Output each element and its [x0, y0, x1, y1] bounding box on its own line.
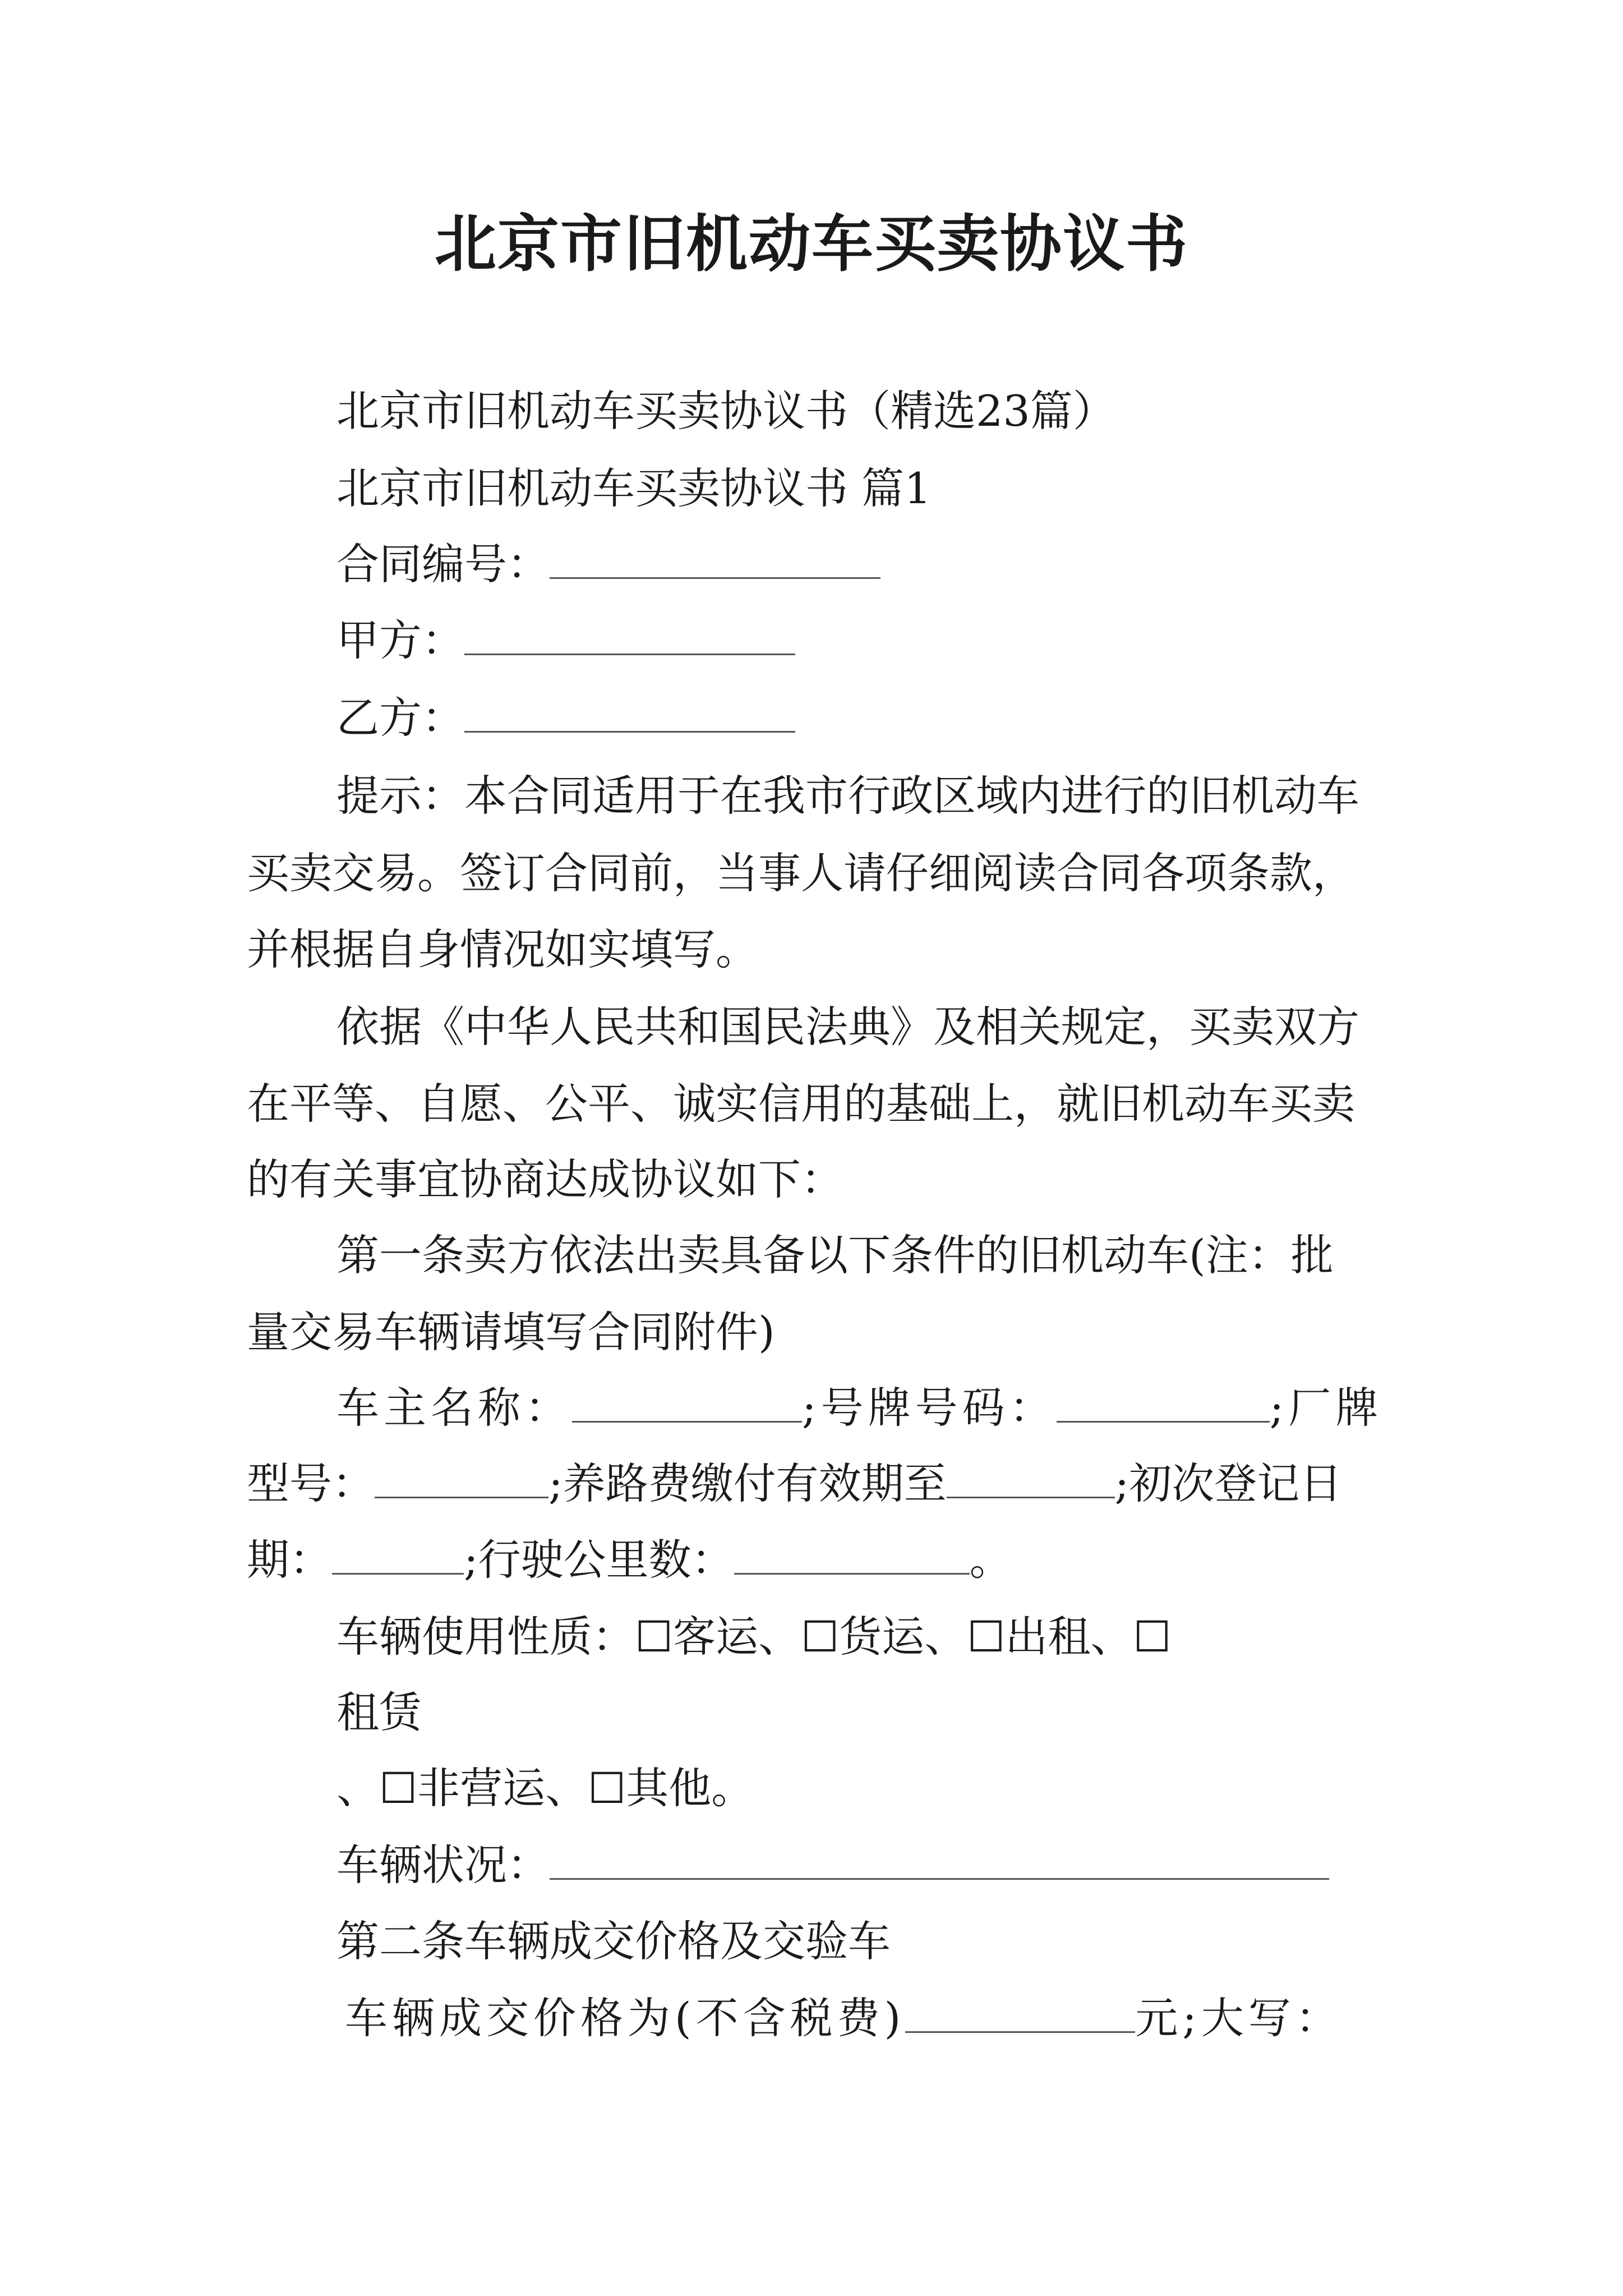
price-unit: 元;大写： [1135, 1993, 1343, 2043]
contract-number-blank [550, 538, 880, 579]
party-a-blank [464, 614, 795, 655]
plate-blank [1057, 1382, 1270, 1423]
usage-line-1: 车辆使用性质：☐客运、☐货运、☐出租、☐ [336, 1612, 1172, 1662]
brand-label-part2: 型号： [247, 1458, 375, 1508]
basis-line-3: 的有关事宜协商达成协议如下： [247, 1154, 843, 1204]
vehicle-model-line [247, 1457, 1402, 1511]
vehicle-owner-line [336, 1381, 1402, 1435]
party-b-field [336, 691, 1402, 745]
reg-date-blank [332, 1534, 464, 1575]
price-line [345, 1991, 1410, 2045]
party-a-field [336, 614, 1402, 668]
subtitle: 北京市旧机动车买卖协议书（精选23篇） [336, 386, 1115, 436]
mileage-blank [734, 1534, 970, 1575]
price-prefix: 车辆成交价格为(不含税费) [345, 1993, 906, 2043]
notice-line-2: 买卖交易。签订合同前，当事人请仔细阅读合同各项条款， [247, 848, 1355, 898]
vehicle-condition-field [336, 1838, 1402, 1892]
end-mark: 。 [969, 1535, 1012, 1585]
usage-line-2: 租赁 [336, 1687, 422, 1737]
model-blank [375, 1457, 548, 1498]
basis-line-2: 在平等、自愿、公平、诚实信用的基础上，就旧机动车买卖 [247, 1079, 1355, 1129]
party-a-label: 甲方： [336, 615, 464, 665]
contract-number-label: 合同编号： [336, 539, 550, 589]
plate-label: ;号牌号码： [802, 1383, 1057, 1433]
basis-line-1: 依据《中华人民共和国民法典》及相关规定，买卖双方 [336, 1002, 1359, 1052]
road-fee-blank [947, 1457, 1115, 1498]
owner-label: 车主名称： [336, 1383, 572, 1433]
document-title: 北京市旧机动车买卖协议书 [435, 208, 1188, 280]
road-fee-label: ;养路费缴付有效期至 [548, 1458, 947, 1508]
usage-line-3: 、☐非营运、☐其他。 [336, 1763, 754, 1813]
mileage-label: ;行驶公里数： [464, 1535, 734, 1585]
notice-line-3: 并根据自身情况如实填写。 [247, 924, 758, 974]
brand-label-part1: ;厂牌 [1269, 1383, 1383, 1433]
section-heading: 北京市旧机动车买卖协议书 篇1 [336, 463, 932, 513]
price-blank [905, 1992, 1135, 2033]
reg-date-label-part2: 期： [247, 1535, 332, 1585]
owner-blank [572, 1382, 802, 1423]
party-b-label: 乙方： [336, 693, 464, 743]
article1-line-1: 第一条卖方依法出卖具备以下条件的旧机动车(注：批 [336, 1230, 1334, 1280]
condition-label: 车辆状况： [336, 1840, 550, 1890]
notice-line-1: 提示：本合同适用于在我市行政区域内进行的旧机动车 [336, 771, 1359, 821]
article1-line-2: 量交易车辆请填写合同附件) [247, 1307, 775, 1357]
condition-blank [550, 1839, 1329, 1880]
article2-heading: 第二条车辆成交价格及交验车 [336, 1916, 891, 1966]
vehicle-mileage-line [247, 1533, 1402, 1587]
party-b-blank [464, 692, 795, 733]
reg-date-label-part1: ;初次登记日 [1114, 1458, 1343, 1508]
contract-number-field [336, 537, 1402, 591]
